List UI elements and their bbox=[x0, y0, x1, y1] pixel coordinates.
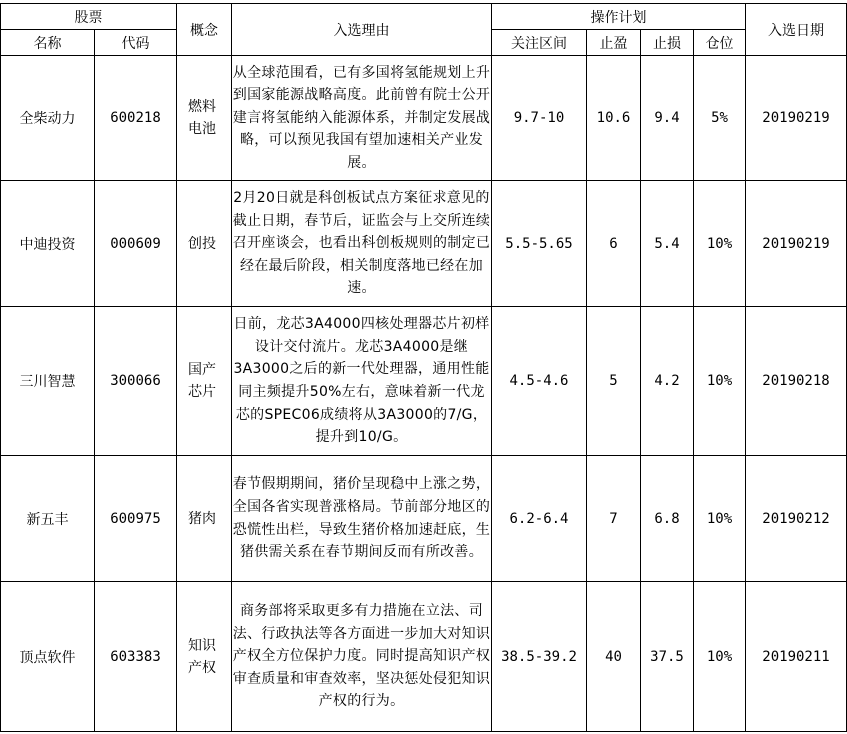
position: 10% bbox=[694, 456, 746, 582]
table-row bbox=[1, 582, 847, 732]
header-row-top bbox=[1, 4, 847, 30]
watch-range: 4.5-4.6 bbox=[492, 307, 587, 456]
header-code: 代码 bbox=[95, 30, 177, 56]
stop-loss: 9.4 bbox=[641, 56, 694, 181]
concept-text: 国产芯片 bbox=[188, 362, 216, 400]
header-reason: 入选理由 bbox=[232, 4, 492, 56]
watch-range: 9.7-10 bbox=[492, 56, 587, 181]
watch-range: 5.5-5.65 bbox=[492, 181, 587, 307]
stop-loss: 37.5 bbox=[641, 582, 694, 732]
position: 10% bbox=[694, 181, 746, 307]
position: 5% bbox=[694, 56, 746, 181]
take-profit: 40 bbox=[587, 582, 641, 732]
stock-name: 中迪投资 bbox=[1, 181, 95, 307]
stock-reason: 2月20日就是科创板试点方案征求意见的截止日期，春节后，证监会与上交所连续召开座谈会，也看出科创板规则的制定已经在最后阶段，相关制度落地已经在加速。 bbox=[232, 181, 492, 307]
stock-reason: 日前，龙芯3A4000四核处理器芯片初样设计交付流片。龙芯3A4000是继3A3000之后的新一代处理器，通用性能同主频提升50%左右，意味着新一代龙芯的SPEC06成绩将从3A3000的7/G，提升到10/G。 bbox=[232, 307, 492, 456]
stock-code: 600218 bbox=[95, 56, 177, 181]
table-row bbox=[1, 456, 847, 582]
position: 10% bbox=[694, 582, 746, 732]
concept-text: 知识产权 bbox=[188, 637, 216, 676]
stock-concept bbox=[177, 582, 232, 732]
stop-loss: 6.8 bbox=[641, 456, 694, 582]
stock-concept bbox=[177, 56, 232, 181]
header-name: 名称 bbox=[1, 30, 95, 56]
selected-date: 20190212 bbox=[746, 456, 847, 582]
position: 10% bbox=[694, 307, 746, 456]
watch-range: 6.2-6.4 bbox=[492, 456, 587, 582]
table-row bbox=[1, 56, 847, 181]
stock-code: 603383 bbox=[95, 582, 177, 732]
concept-text: 创投 bbox=[188, 235, 216, 252]
stock-code: 000609 bbox=[95, 181, 177, 307]
header-concept: 概念 bbox=[177, 4, 232, 56]
take-profit: 6 bbox=[587, 181, 641, 307]
stock-name: 全柴动力 bbox=[1, 56, 95, 181]
header-stock-group: 股票 bbox=[1, 4, 177, 30]
take-profit: 7 bbox=[587, 456, 641, 582]
stock-concept bbox=[177, 456, 232, 582]
selected-date: 20190219 bbox=[746, 181, 847, 307]
selected-date: 20190211 bbox=[746, 582, 847, 732]
selected-date: 20190218 bbox=[746, 307, 847, 456]
stock-reason: 从全球范围看，已有多国将氢能规划上升到国家能源战略高度。此前曾有院士公开建言将氢能纳入能源体系，并制定发展战略，可以预见我国有望加速相关产业发展。 bbox=[232, 56, 492, 181]
header-plan-group: 操作计划 bbox=[492, 4, 746, 30]
stop-loss: 4.2 bbox=[641, 307, 694, 456]
concept-text: 猪肉 bbox=[188, 510, 216, 527]
take-profit: 10.6 bbox=[587, 56, 641, 181]
stock-reason: 春节假期期间，猪价呈现稳中上涨之势，全国各省实现普涨格局。节前部分地区的恐慌性出栏，导致生猪价格加速赶底，生猪供需关系在春节期间反而有所改善。 bbox=[232, 456, 492, 582]
header-position: 仓位 bbox=[694, 30, 746, 56]
watch-range: 38.5-39.2 bbox=[492, 582, 587, 732]
stock-reason: 商务部将采取更多有力措施在立法、司法、行政执法等各方面进一步加大对知识产权全方位保护力度。同时提高知识产权审查质量和审查效率，坚决惩处侵犯知识产权的行为。 bbox=[232, 582, 492, 732]
stock-name: 三川智慧 bbox=[1, 307, 95, 456]
stock-code: 300066 bbox=[95, 307, 177, 456]
stock-concept bbox=[177, 307, 232, 456]
stock-picks-table bbox=[0, 3, 847, 732]
header-stop-loss: 止损 bbox=[641, 30, 694, 56]
take-profit: 5 bbox=[587, 307, 641, 456]
table-row bbox=[1, 181, 847, 307]
concept-text: 燃料电池 bbox=[188, 99, 216, 137]
stock-name: 新五丰 bbox=[1, 456, 95, 582]
stock-concept bbox=[177, 181, 232, 307]
header-take-profit: 止盈 bbox=[587, 30, 641, 56]
table-row bbox=[1, 307, 847, 456]
header-date: 入选日期 bbox=[746, 4, 847, 56]
selected-date: 20190219 bbox=[746, 56, 847, 181]
header-range: 关注区间 bbox=[492, 30, 587, 56]
stock-code: 600975 bbox=[95, 456, 177, 582]
stock-name: 顶点软件 bbox=[1, 582, 95, 732]
stop-loss: 5.4 bbox=[641, 181, 694, 307]
